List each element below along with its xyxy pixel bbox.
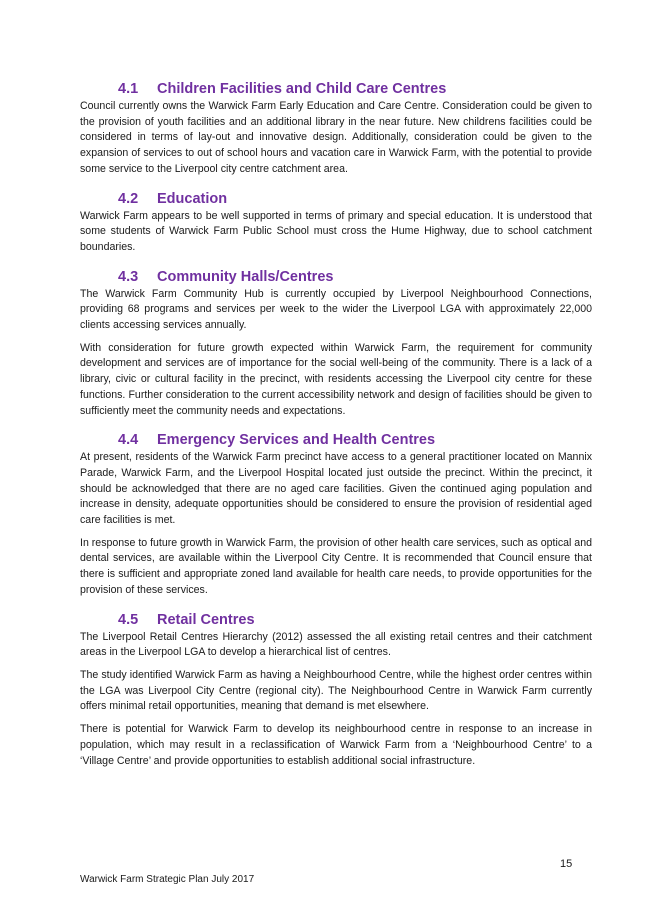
section-heading bbox=[118, 611, 592, 629]
body-paragraph: The Warwick Farm Community Hub is currently occupied by Liverpool Neighbourhood Connections, providing 68 programs and services per week to the wider the Liverpool LGA with approximately 22,000 clients accessing services annually. bbox=[80, 287, 592, 332]
section-title: Education bbox=[157, 190, 228, 207]
section-number: 4.5 bbox=[118, 611, 139, 628]
body-paragraph: In response to future growth in Warwick Farm, the provision of other health care services, such as optical and dental services, are available within the Liverpool City Centre. It is recommended that Council ensure that there is sufficient and appropriate zoned land available for health care needs, to provide opportunities for the provision of these services. bbox=[80, 536, 592, 596]
section-title: Emergency Services and Health Centres bbox=[157, 432, 436, 449]
section-number: 4.1 bbox=[118, 81, 139, 97]
body-paragraph: With consideration for future growth expected within Warwick Farm, the requirement for community development and services are of importance for the social well-being of the community. There is a lack of a library, civic or cultural facility in the precinct, with residents accessing the Liverpool city centre for these functions. Further consideration to the current accessibility network and design of facilities should be given to sufficiently meet the community needs and expectations. bbox=[80, 341, 592, 417]
section-heading bbox=[118, 190, 592, 208]
section-title: Community Halls/Centres bbox=[157, 268, 334, 285]
section-community-halls bbox=[80, 268, 592, 420]
section-title: Retail Centres bbox=[157, 611, 255, 628]
body-paragraph: At present, residents of the Warwick Farm precinct have access to a general practitioner located on Mannix Parade, Warwick Farm, and the Liverpool Hospital located just outside the precinct. Within the precinct, it should be acknowledged that there are no aged care facilities. Given the continued aging population and increase in density, adequate opportunities should be considered to ensure the provision of residential aged care facilities is met. bbox=[80, 451, 592, 527]
section-retail-centres bbox=[80, 611, 592, 770]
body-paragraph: There is potential for Warwick Farm to develop its neighbourhood centre in response to an increase in population, which may result in a reclassification of Warwick Farm from a ‘Neighbourhood Centre’ to a ‘Village Centre’ and provide opportunities to establish additional social infrastructure. bbox=[80, 723, 592, 767]
page-footer: Warwick Farm Strategic Plan July 2017 bbox=[80, 874, 255, 885]
section-heading bbox=[118, 431, 592, 449]
section-number: 4.4 bbox=[118, 432, 139, 449]
section-title: Children Facilities and Child Care Centres bbox=[157, 81, 447, 97]
section-number: 4.3 bbox=[118, 268, 139, 285]
body-paragraph: Council currently owns the Warwick Farm Early Education and Care Centre. Consideration could be given to the provision of youth facilities and an additional library in the near future. New childrens facilities could be considered in terms of lay-out and innovative design. Additionally, consideration could be given to the expansion of services to out of school hours and vacation care in Warwick Farm, with the potential to provide some service to the Liverpool city centre catchment area. bbox=[80, 100, 592, 175]
body-paragraph: The study identified Warwick Farm as having a Neighbourhood Centre, while the highest order centres within the LGA was Liverpool City Centre (regional city). The Neighbourhood Centre in Warwick Farm currently offers minimal retail opportunities, meaning that demand is met elsewhere. bbox=[80, 668, 592, 713]
page-number: 15 bbox=[560, 858, 573, 870]
section-emergency-health bbox=[80, 431, 592, 598]
page-content bbox=[80, 80, 592, 769]
section-number: 4.2 bbox=[118, 190, 139, 207]
section-heading bbox=[118, 80, 592, 98]
section-education bbox=[80, 190, 592, 256]
section-children-facilities bbox=[80, 80, 592, 178]
section-heading bbox=[118, 268, 592, 286]
body-paragraph: Warwick Farm appears to be well supported in terms of primary and special education. It is understood that some students of Warwick Farm Public School must cross the Hume Highway, due to school catchment boundaries. bbox=[80, 209, 592, 253]
body-paragraph: The Liverpool Retail Centres Hierarchy (2012) assessed the all existing retail centres and their catchment areas in the Liverpool LGA to develop a hierarchical list of centres. bbox=[80, 630, 592, 659]
